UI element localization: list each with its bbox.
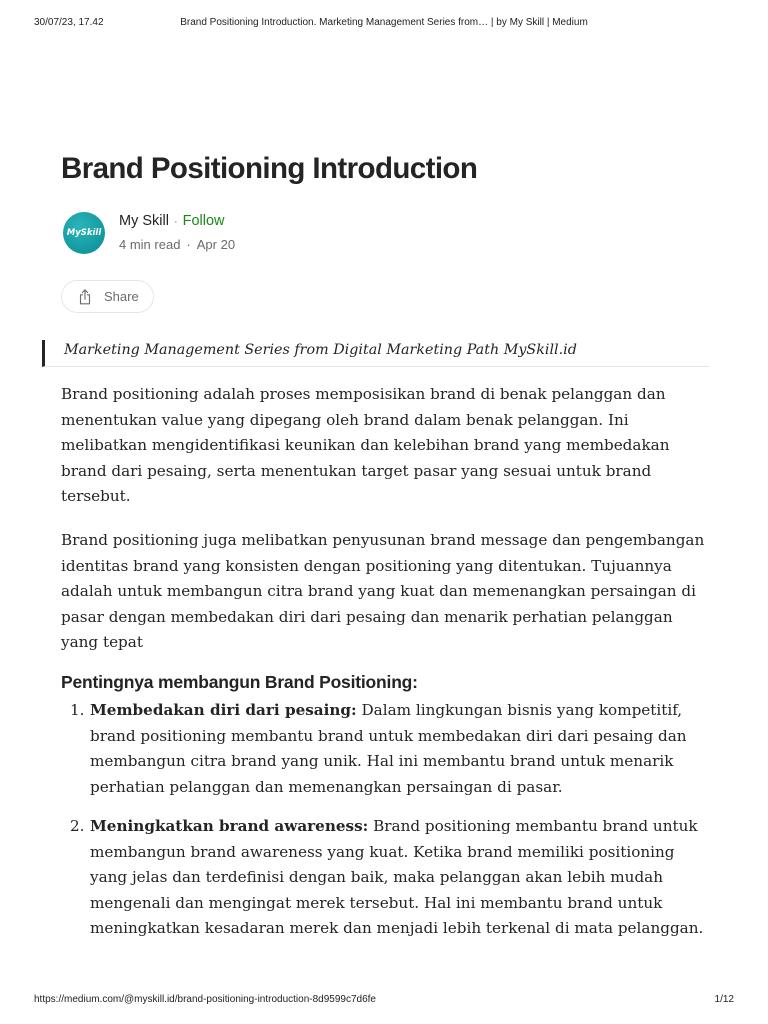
paragraph-1 <box>61 382 721 510</box>
share-icon <box>76 288 94 306</box>
print-page-title: Brand Positioning Introduction. Marketing Management Series from… | by My Skill | Medium <box>180 17 588 28</box>
paragraph-line: Brand positioning adalah proses memposisikan brand di benak pelanggan dan <box>61 385 666 403</box>
list-item-text: Dalam lingkungan bisnis yang kompetitif, <box>356 701 683 719</box>
share-label: Share <box>104 289 139 304</box>
list-item-text: Brand positioning membantu brand untuk <box>368 817 698 835</box>
author-name[interactable]: My Skill <box>119 213 169 229</box>
author-separator: · <box>173 216 178 228</box>
paragraph-line: menentukan value yang dipegang oleh brand dalam benak pelanggan. Ini <box>61 410 629 429</box>
list-line: meningkatkan kesadaran merek dan menjadi lebih terkenal di mata pelanggan. <box>90 919 704 937</box>
paragraph-line: tersebut. <box>61 487 131 505</box>
list-line: brand positioning membantu brand untuk membedakan diri dari pesaing dan <box>90 726 687 745</box>
list-line: membangun citra brand yang unik. Hal ini membantu brand untuk menarik <box>90 752 674 770</box>
article-meta <box>119 237 235 252</box>
print-header <box>34 17 734 28</box>
quote-text: Marketing Management Series from Digital Marketing Path MySkill.id <box>64 342 577 358</box>
paragraph-line: melibatkan mengidentifikasi keunikan dan kelebihan brand yang membedakan <box>61 436 670 454</box>
avatar-label: MySkill <box>66 228 102 238</box>
follow-button[interactable]: Follow <box>182 213 225 229</box>
page-number: 1/12 <box>714 994 734 1005</box>
paragraph-line: yang tepat <box>61 633 143 651</box>
page-url[interactable]: https://medium.com/@myskill.id/brand-positioning-introduction-8d9599c7d6fe <box>34 994 376 1005</box>
list-line: perhatian pelanggan dan memenangkan persaingan di pasar. <box>90 777 563 796</box>
author-line <box>119 213 225 229</box>
read-time: 4 min read <box>119 237 181 252</box>
paragraph-2 <box>61 528 721 656</box>
share-button[interactable] <box>61 280 154 313</box>
paragraph-line: pasar dengan membedakan diri dari pesaing dan menarik perhatian pelanggan <box>61 607 673 626</box>
list-line: yang jelas dan terdefinisi dengan baik, maka pelanggan akan lebih mudah <box>90 868 664 886</box>
paragraph-line: brand dari pesaing, serta menentukan target pasar yang sesuai untuk brand <box>61 461 652 480</box>
print-footer <box>34 994 734 1005</box>
subtitle-quote <box>42 340 709 367</box>
list-item-bold: Membedakan diri dari pesaing: <box>90 701 357 719</box>
list-number: 2. <box>70 817 85 835</box>
section-heading: Pentingnya membangun Brand Positioning: <box>61 672 418 692</box>
meta-separator: · <box>186 237 191 252</box>
print-datetime: 30/07/23, 17.42 <box>34 17 104 28</box>
list-line: mengenali dan mengingat merek tersebut. Hal ini membantu brand untuk <box>90 893 663 912</box>
author-avatar[interactable] <box>63 212 105 254</box>
list-item-bold: Meningkatkan brand awareness: <box>90 817 369 835</box>
paragraph-line: adalah untuk membangun citra brand yang kuat dan memenangkan persaingan di <box>61 582 696 600</box>
list-line: membangun brand awareness yang kuat. Ketika brand memiliki positioning <box>90 842 675 861</box>
list-number: 1. <box>70 701 85 719</box>
paragraph-line: Brand positioning juga melibatkan penyusunan brand message dan pengembangan <box>61 531 705 549</box>
paragraph-line: identitas brand yang konsisten dengan positioning yang ditentukan. Tujuannya <box>61 556 672 575</box>
article-title: Brand Positioning Introduction <box>61 152 478 185</box>
publish-date: Apr 20 <box>196 237 236 252</box>
